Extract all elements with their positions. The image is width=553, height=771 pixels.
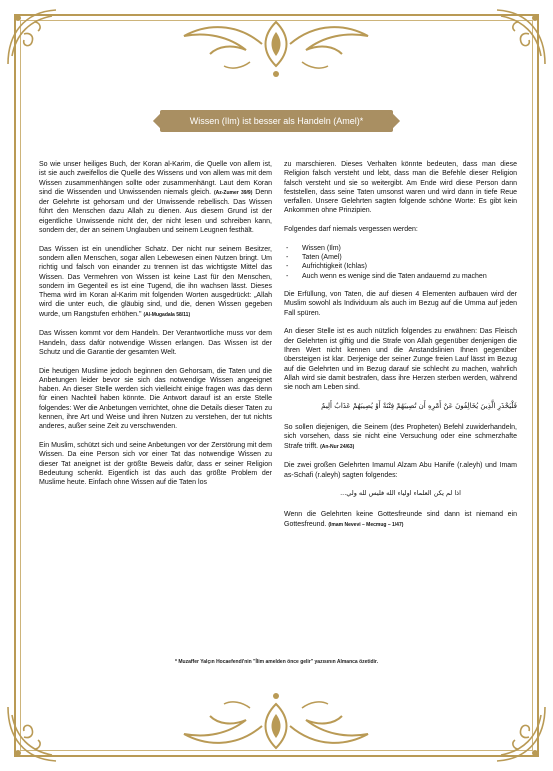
right-column — [284, 160, 517, 650]
paragraph: Die heutigen Muslime jedoch beginnen den Gehorsam, die Taten und die Anbetungen leider bevor sie sich das notwendige Wissen angeeignet haben. An dieser Stelle werden sich vielleicht einige fragen was das denn für einen Nachteil haben könnte. Die Antwort darauf ist an erste Stelle folgendes: Wer die Anbetungen verrichtet, ohne die Details dieser Taten zu kennen, ihre Art und Weise und ihren Nutzen zu verstehen, der tut nichts anderes, außer seine Zeit zu verschwenden. — [39, 367, 272, 431]
list-item: - Auch wenn es wenige sind die Taten andauernd zu machen — [284, 272, 517, 281]
list-item: - Taten (Amel) — [284, 253, 517, 262]
paragraph — [284, 423, 517, 452]
corner-ornament-icon — [479, 697, 549, 767]
paragraph-text: So wie unser heiliges Buch, der Koran al-Karim, die Quelle von allem ist, ist sie auch zweifellos die Quelle des Wissens und von allem was mit dem Wissen zusammenhängen sollte oder zusammenhängt. Laut dem Koran sind die Wissenden und Unwissenden niemals gleich. — [39, 161, 272, 196]
paragraph-text: Wenn die Gelehrten keine Gottesfreunde sind dann ist niemand ein Gottesfreund. — [284, 511, 517, 528]
citation: (An-Nur 24/63) — [320, 443, 355, 450]
arabic-quote: اذا لم يكن العلماء اولياء الله فليس لله ولي... — [340, 489, 461, 498]
list-item: - Aufrichtigkeit (Ichlas) — [284, 262, 517, 271]
paragraph: Das Wissen kommt vor dem Handeln. Der Verantwortliche muss vor dem Handeln, dass dafür notwendige Wissen erlangen. Das Wissen ist der Schutz und die Garantie der gesamten Welt. — [39, 330, 272, 356]
corner-ornament-icon — [479, 4, 549, 74]
footnote: * Muzaffer Yalçın Hocaefendi'nin "İlim amelden önce gelir" yazısının Almanca özetidir. — [175, 659, 378, 665]
bottom-ornament-icon — [166, 690, 386, 752]
page-title: Wissen (Ilm) ist besser als Handeln (Amel)* — [160, 110, 393, 132]
top-ornament-icon — [166, 18, 386, 80]
paragraph: Die zwei großen Gelehrten Imamul Alzam Abu Hanife (r.aleyh) und Imam as-Schafi (r.aleyh) sagten folgendes: — [284, 462, 517, 479]
principles-list — [284, 244, 517, 281]
paragraph: Ein Muslim, schützt sich und seine Anbetungen vor der Zerstörung mit dem Wissen. Da eine Person sich vor einer Tat das notwendige Wissen zu dieser Tat aneignet ist der größte Beweis dafür, dass er seiner Religion Bedeutung schenkt. Eigentlich ist das auch das größte Problem der Muslime heute. Einfach ohne Wissen auf die Taten los — [39, 441, 272, 487]
paragraph-text: Das Wissen ist ein unendlicher Schatz. Der nicht nur seinem Besitzer, sondern allen Menschen, sogar allen Lebewesen einen Nutzen bringt. Um richtig und falsch von einander zu trennen ist das wichtigste Mittel das Wissen. Das Vermehren von Wissen ist keine Last für den Menschen, sondern im Gegenteil es ist eine Tugend, die ihn wachsen lässt. Dieses Thema wird im Koran al-Karim mit folgenden Worten ausgedrückt: „Allah wird die unter euch, die gläubig sind, und die, denen Wissen gegeben wurde, um Rangstufen erhöhen." — [39, 245, 272, 318]
paragraph: Die Erfüllung, von Taten, die auf diesen 4 Elementen aufbauen wird der Muslim sowohl als Individuum als auch im Bezug auf die Umma auf jeden Fall spüren. — [284, 291, 517, 317]
list-intro: Folgendes darf niemals vergessen werden: — [284, 226, 418, 234]
paragraph-text: So sollen diejenigen, die Seinem (des Propheten) Befehl zuwiderhandeln, sich vorsehen, dass sie nicht eine Versuchung oder eine schmerzhafte Strafe trifft. — [284, 424, 517, 450]
paragraph — [39, 245, 272, 320]
paragraph: An dieser Stelle ist es auch nützlich folgendes zu erwähnen: Das Fleisch der Gelehrten ist giftig und die Strafe von Allah gegenüber denjenigen die Ihren Wert nicht kennen und die Anstandslinien Ihnen gegenüber übersteigen ist klar. Derjenige der seiner Zunge freien Lauf lässt im Bezug auf die Gelehrten und im Bezug darauf sie schlecht zu machen, wahrlich Allah wird sie damit bestrafen, dass ihre Herzen sterben werden, während sie noch am Leben sind. — [284, 328, 517, 392]
arabic-verse: فَلْيَحْذَرِ الَّذِينَ يُخَالِفُونَ عَنْ أَمْرِهِ أَن تُصِيبَهُمْ فِتْنَةٌ أَوْ يُصِيبَهُمْ عَذَابٌ أَلِيمٌ — [321, 401, 517, 410]
corner-ornament-icon — [4, 697, 74, 767]
left-column — [39, 160, 272, 650]
list-item: - Wissen (Ilm) — [284, 244, 517, 253]
citation: (Imam Nevevi – Mecmug – 1/47) — [328, 521, 404, 528]
citation: (Al-Mugadala 58/11) — [143, 311, 191, 318]
paragraph — [284, 510, 517, 530]
paragraph-text: Denn der Gelehrte ist gehorsam und der Unwissende rebellisch. Das Wissen führt den Menschen dazu Allah zu dienen. Aus diesem Grund ist der eigentliche Unwissende nicht der, der nicht lesen und schreiben kann, sondern der, der an seinem Unglauben und seinem Leugnen festhält. — [39, 188, 272, 235]
title-banner — [160, 110, 393, 132]
corner-ornament-icon — [4, 4, 74, 74]
paragraph — [39, 160, 272, 235]
article-body — [39, 160, 517, 650]
paragraph: zu marschieren. Dieses Verhalten könnte bedeuten, dass man diese Religion falsch versteht und lebt, dass man die Befehle dieser Religion falsch versteht und sie so weitergibt. Am Ende wird diese Person dann feststellen, dass seine Taten umsonst waren und wird dann in tiefe Reue verfallen. Unsere Gelehrten sagten folgende schöne Worte: Es gibt kein Ankommen ohne Prinzipien. — [284, 161, 517, 215]
citation: (Az-Zumer 39/9) — [213, 189, 253, 196]
